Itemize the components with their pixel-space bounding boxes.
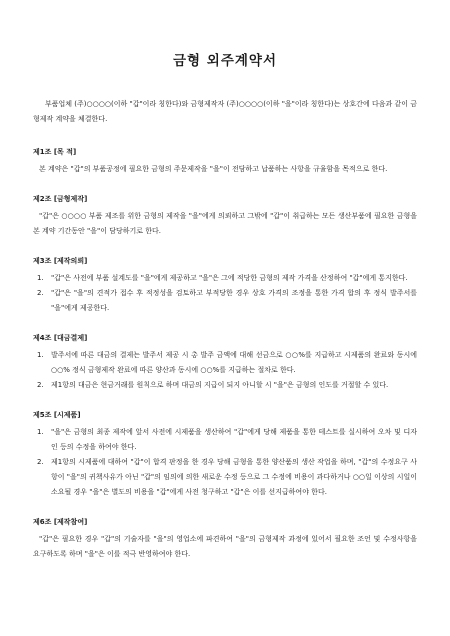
article-body: "갑"은 필요한 경우 "갑"의 기술자를 "을"의 영업소에 파견하여 "을"의 금형제작 과정에 있어서 필요한 조언 및 수정사항을 요구하도록 하며 "을"은 이를 적극 반영하여야 한다. [33,535,417,558]
intro-paragraph: 부품업체 (주)○○○○(이하 "갑"이라 칭한다)와 금형제작자 (주)○○○○(이하 "을"이라 칭한다)는 상호간에 다음과 같이 금형제작 계약을 체결한다. [33,100,417,123]
article-item-text: 제1항의 대금은 현금거래를 원칙으로 하며 대금의 지급이 되지 아니할 시 "을"은 금형의 인도를 거절할 수 있다. [51,381,389,389]
article-heading: 제6조 [제작참여] [33,518,88,526]
article-heading: 제4조 [대금결제] [33,334,88,342]
article-2 [33,192,417,239]
article-6 [33,515,417,562]
article-1 [33,145,417,177]
article-item-text: "갑"은 "을"의 견적가 접수 후 적정성을 검토하고 부적당한 경우 상호 가격의 조정을 통한 가격 합의 후 정식 발주서를 "을"에게 제공한다. [51,289,417,312]
article-item-text: "갑"은 사전에 부품 설계도를 "을"에게 제공하고 "을"은 그에 적당한 금형의 제작 가격을 산정하여 "갑"에게 통지한다. [51,274,408,282]
article-heading: 제5조 [시제품] [33,411,81,419]
article-item-text: 제1항의 시제품에 대하여 "갑"이 합격 판정을 한 경우 당해 금형을 통한 양산품의 생산 작업을 하며, "갑"의 수정요구 사항이 "을"의 귀책사유가 아닌 "갑"의 임의에 의한 새로운 수정 등으로 그 수정에 비용이 과다하거나 ○○일 이상의 시일이 소요될 경우 "을"은 별도의 비용을 "갑"에게 사전 청구하고 "갑"은 이를 선지급하여야 한다. [51,458,417,496]
article-item: 2. "갑"은 "을"의 견적가 접수 후 적정성을 검토하고 부적당한 경우 상호 가격의 조정을 통한 가격 합의 후 정식 발주서를 "을"에게 제공한다. [33,286,417,316]
article-item: 2. 제1항의 대금은 현금거래를 원칙으로 하며 대금의 지급이 되지 아니할 시 "을"은 금형의 인도를 거절할 수 있다. [33,378,417,393]
article-heading: 제2조 [금형제작] [33,195,88,203]
article-body: 본 계약은 "갑"의 부품공정에 필요한 금형의 주문제작을 "을"이 전담하고 납품하는 사항을 규율함을 목적으로 한다. [39,165,388,173]
article-body: "갑"은 ○○○○ 부품 제조를 위한 금형의 제작을 "을"에게 의뢰하고 그밖에 "갑"이 취급하는 모든 생산부품에 필요한 금형을 본 계약 기간동안 "을"이 담당하기로 한다. [33,212,417,235]
article-heading: 제1조 [목 적] [33,148,77,156]
article-item-text: "을"은 금형의 최종 제작에 앞서 사전에 시제품을 생산하여 "갑"에게 당해 제품을 통한 테스트를 실시하여 오차 및 디자인 등의 수정을 하여야 한다. [51,428,417,451]
article-item: 1. 발주서에 따른 대금의 결제는 발주서 제공 시 총 발주 금액에 대해 선금으로 ○○%를 지급하고 시제품의 완료와 동시에 ○○% 정식 금형제작 완료에 따른 양산과 동시에 ○○%를 지급하는 절차로 한다. [33,348,417,378]
article-5 [33,408,417,500]
article-item: 2. 제1항의 시제품에 대하여 "갑"이 합격 판정을 한 경우 당해 금형을 통한 양산품의 생산 작업을 하며, "갑"의 수정요구 사항이 "을"의 귀책사유가 아닌 "갑"의 임의에 의한 새로운 수정 등으로 그 수정에 비용이 과다하거나 ○○일 이상의 시일이 소요될 경우 "을"은 별도의 비용을 "갑"에게 사전 청구하고 "갑"은 이를 선지급하여야 한다. [33,455,417,500]
article-3 [33,254,417,316]
article-heading: 제3조 [제작의뢰] [33,257,88,265]
document-title: 금형 외주계약서 [173,53,277,69]
article-item: 1. "을"은 금형의 최종 제작에 앞서 사전에 시제품을 생산하여 "갑"에게 당해 제품을 통한 테스트를 실시하여 오차 및 디자인 등의 수정을 하여야 한다. [33,425,417,455]
article-item: 1. "갑"은 사전에 부품 설계도를 "을"에게 제공하고 "을"은 그에 적당한 금형의 제작 가격을 산정하여 "갑"에게 통지한다. [33,271,417,286]
article-4 [33,331,417,393]
article-item-text: 발주서에 따른 대금의 결제는 발주서 제공 시 총 발주 금액에 대해 선금으로 ○○%를 지급하고 시제품의 완료와 동시에 ○○% 정식 금형제작 완료에 따른 양산과 동시에 ○○%를 지급하는 절차로 한다. [51,351,417,374]
